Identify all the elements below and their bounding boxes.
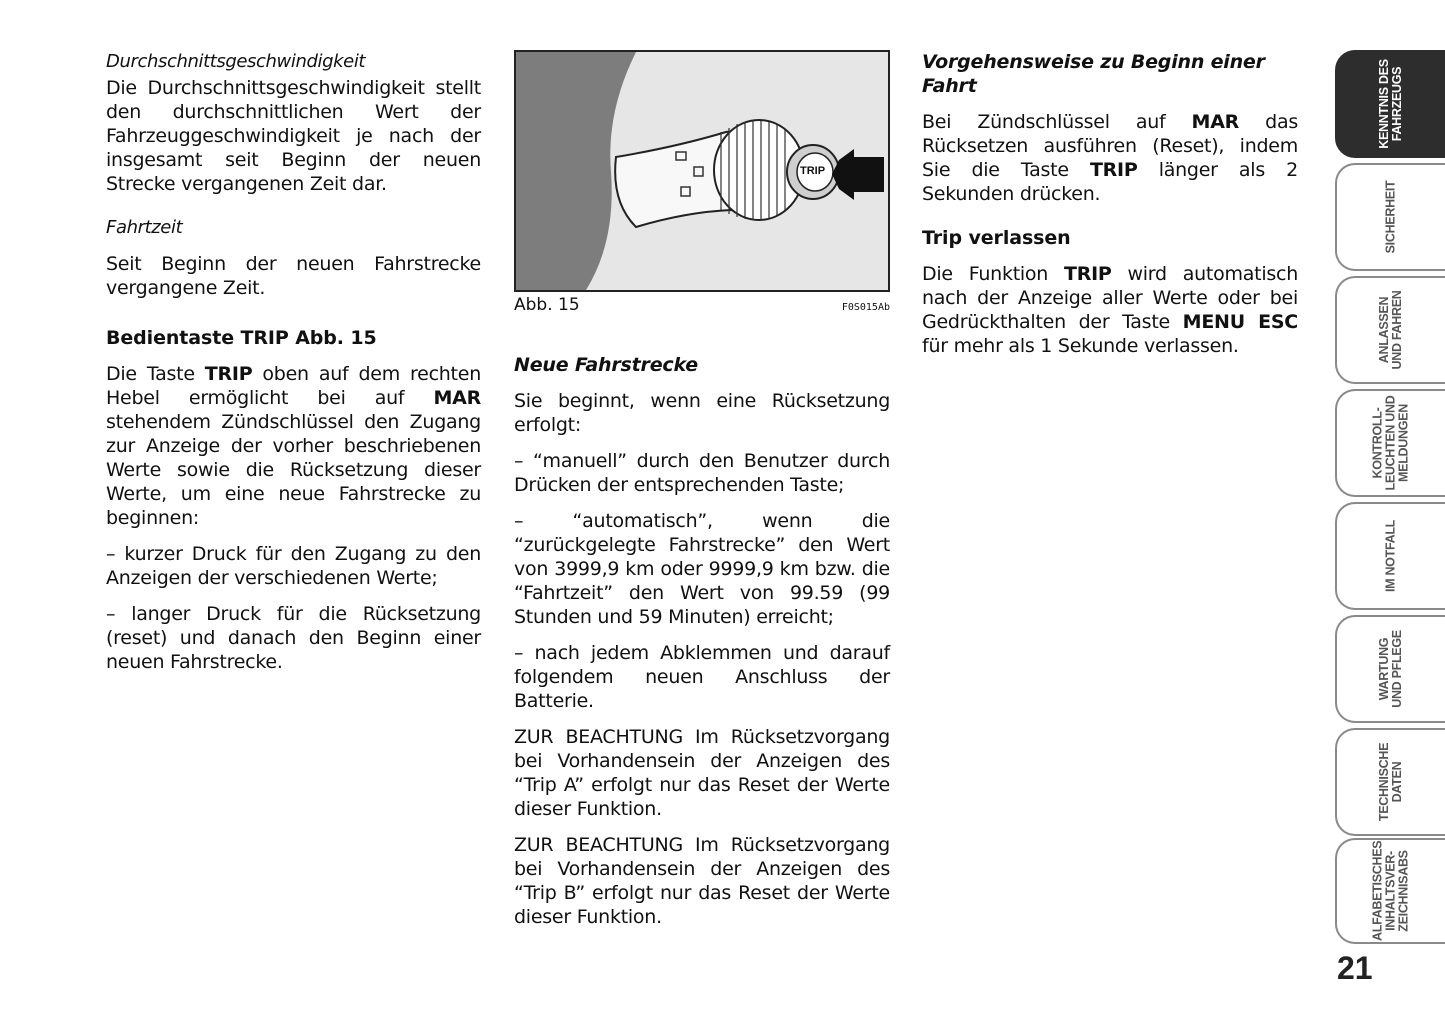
figure-trip-lever	[514, 50, 890, 292]
heading-start-procedure: Vorgehensweise zu Beginn einer Fahrt	[922, 51, 1265, 97]
figure-caption-row	[514, 295, 890, 315]
tab-technische-daten[interactable]	[1335, 728, 1445, 836]
paragraph-new-route-intro: Sie beginnt, wenn eine Rücksetzung erfolgt:	[514, 390, 890, 436]
paragraph-start-procedure: Bei Zündschlüssel auf MAR das Rücksetzen ausführen (Reset), indem Sie die Taste TRIP länger als 2 Sekunden drücken.	[922, 111, 1298, 205]
list-item-manual: – “manuell” durch den Benutzer durch Drücken der entsprechenden Taste;	[514, 450, 890, 496]
paragraph-travel-time: Seit Beginn der neuen Fahrstrecke vergangene Zeit.	[106, 253, 481, 299]
paragraph-trip-button: Die Taste TRIP oben auf dem rechten Hebel ermöglicht bei auf MAR stehendem Zündschlüssel den Zugang zur Anzeige der vorher beschriebenen Werte sowie die Rücksetzung dieser Werte, um eine neue Fahrstrecke zu beginnen:	[106, 363, 481, 529]
tab-sicherheit[interactable]	[1335, 163, 1445, 271]
trip-lever-illustration	[516, 52, 888, 290]
list-item-automatic: – “automatisch”, wenn die “zurückgelegte Fahrstrecke” den Wert von 3999,9 km oder 9999,9 km bzw. die “Fahrtzeit” den Wert von 99.59 (99 Stunden und 59 Minuten) erreicht;	[514, 510, 890, 628]
tab-label: ANLASSEN UND FAHREN	[1377, 290, 1404, 370]
tab-label: KONTROLL- LEUCHTEN UND MELDUNGEN	[1370, 395, 1411, 491]
paragraph-average-speed: Die Durchschnittsgeschwindigkeit stellt den durchschnittlichen Wert der Fahrzeuggeschwindigkeit je nach der insgesamt seit Beginn der neuen Strecke vergangenen Zeit dar.	[106, 77, 481, 195]
tab-kontrollleuchten[interactable]	[1335, 389, 1445, 497]
figure-code: F0S015Ab	[841, 302, 890, 313]
column-right	[922, 50, 1298, 370]
subheading-average-speed: Durchschnittsgeschwindigkeit	[106, 51, 366, 72]
heading-trip-button: Bedientaste TRIP Abb. 15	[106, 327, 377, 349]
tab-alfabetisches-inhaltsverzeichnis[interactable]	[1335, 838, 1445, 944]
tab-label: KENNTNIS DES FAHRZEUGS	[1377, 59, 1404, 149]
list-item-long-press: – langer Druck für die Rücksetzung (reset) und danach den Beginn einer neuen Fahrstrecke.	[106, 603, 481, 673]
tab-wartung-und-pflege[interactable]	[1335, 615, 1445, 723]
tab-label: TECHNISCHE DATEN	[1377, 742, 1404, 822]
tab-label: WARTUNG UND PFLEGE	[1377, 630, 1404, 708]
subheading-travel-time: Fahrtzeit	[106, 217, 183, 238]
note-trip-a: ZUR BEACHTUNG Im Rücksetzvorgang bei Vorhandensein der Anzeigen des “Trip A” erfolgt nur das Reset der Werte dieser Funktion.	[514, 726, 890, 820]
column-left	[106, 50, 481, 686]
tab-anlassen-und-fahren[interactable]	[1335, 276, 1445, 384]
tab-kenntnis-des-fahrzeugs[interactable]	[1335, 50, 1445, 158]
heading-exit-trip: Trip verlassen	[922, 227, 1071, 249]
list-item-battery: – nach jedem Abklemmen und darauf folgendem neuen Anschluss der Batterie.	[514, 642, 890, 712]
column-middle	[514, 50, 890, 941]
tab-label: IM NOTFALL	[1383, 520, 1398, 592]
trip-button-label: TRIP	[800, 165, 826, 177]
list-item-short-press: – kurzer Druck für den Zugang zu den Anzeigen der verschiedenen Werte;	[106, 543, 481, 589]
tab-label: ALFABETISCHES INHALTSVER- ZEICHNISABS	[1370, 840, 1411, 941]
figure-caption: Abb. 15	[514, 295, 580, 315]
page-number: 21	[1337, 950, 1373, 986]
tab-label: SICHERHEIT	[1383, 180, 1398, 254]
heading-new-route: Neue Fahrstrecke	[514, 354, 698, 376]
tab-im-notfall[interactable]	[1335, 502, 1445, 610]
note-trip-b: ZUR BEACHTUNG Im Rücksetzvorgang bei Vorhandensein der Anzeigen des “Trip B” erfolgt nur das Reset der Werte dieser Funktion.	[514, 834, 890, 928]
paragraph-exit-trip: Die Funktion TRIP wird automatisch nach der Anzeige aller Werte oder bei Gedrückthalten der Taste MENU ESC für mehr als 1 Sekunde verlassen.	[922, 263, 1298, 357]
